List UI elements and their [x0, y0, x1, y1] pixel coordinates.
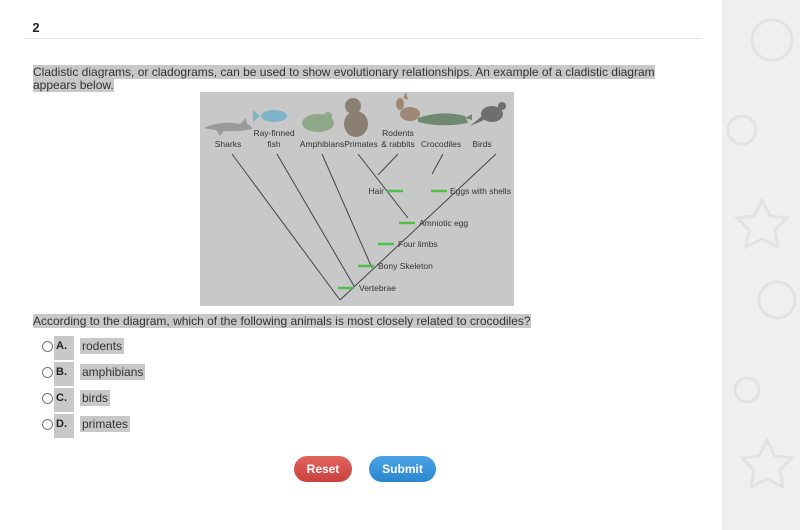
question-intro	[33, 66, 673, 92]
background-pattern	[722, 0, 800, 530]
question-prompt: According to the diagram, which of the following animals is most closely related to crocodiles?	[33, 314, 531, 328]
taxon-birds: Birds	[472, 139, 492, 149]
rabbit-icon	[396, 92, 420, 121]
trait-bony-skeleton: Bony Skeleton	[378, 261, 433, 271]
taxon-fish: fish	[267, 139, 281, 149]
cladogram-figure	[200, 92, 514, 306]
taxon-crocodiles: Crocodiles	[420, 139, 462, 149]
frog-icon	[302, 112, 334, 132]
question-number: 2	[32, 20, 40, 35]
submit-button[interactable]: Submit	[369, 456, 436, 482]
bird-icon	[470, 102, 506, 126]
shark-icon	[204, 118, 252, 136]
taxon-sharks: Sharks	[214, 139, 242, 149]
taxon-rodents: Rodents	[382, 128, 414, 138]
reset-button[interactable]: Reset	[294, 456, 352, 482]
primate-icon	[344, 98, 368, 137]
trait-four-limbs: Four limbs	[398, 239, 438, 249]
option-a-radio[interactable]	[42, 341, 53, 352]
option-d[interactable]	[42, 414, 162, 440]
cladogram-svg	[200, 92, 514, 306]
trait-vertebrae: Vertebrae	[359, 283, 396, 293]
trait-hair: Hair	[368, 186, 384, 196]
taxon-primates: Primates	[344, 139, 378, 149]
taxon-rabbits: & rabbits	[381, 139, 415, 149]
option-b[interactable]	[42, 362, 162, 388]
option-c[interactable]	[42, 388, 162, 414]
option-a[interactable]	[42, 336, 162, 362]
trait-eggs-with-shells: Eggs with shells	[450, 186, 511, 196]
fish-icon	[253, 110, 287, 122]
option-d-letter: D.	[54, 414, 74, 438]
option-c-radio[interactable]	[42, 393, 53, 404]
option-c-text: birds	[82, 391, 109, 405]
option-b-radio[interactable]	[42, 367, 53, 378]
taxon-amphibians: Amphibians	[299, 139, 345, 149]
option-b-text: amphibians	[82, 365, 144, 379]
header-divider	[24, 38, 702, 39]
trait-amniotic-egg: Amniotic egg	[419, 218, 469, 228]
option-a-text: rodents	[82, 339, 123, 353]
crocodile-icon	[418, 113, 472, 125]
option-a-letter: A.	[54, 336, 74, 360]
option-d-text: primates	[82, 417, 129, 431]
option-b-letter: B.	[54, 362, 74, 386]
option-d-radio[interactable]	[42, 419, 53, 430]
taxon-ray-finned: Ray-finned	[253, 128, 295, 138]
question-intro-text: Cladistic diagrams, or cladograms, can be used to show evolutionary relationships. An example of a cladistic diagram appears below.	[33, 65, 655, 92]
option-c-letter: C.	[54, 388, 74, 412]
answer-options	[42, 336, 162, 440]
